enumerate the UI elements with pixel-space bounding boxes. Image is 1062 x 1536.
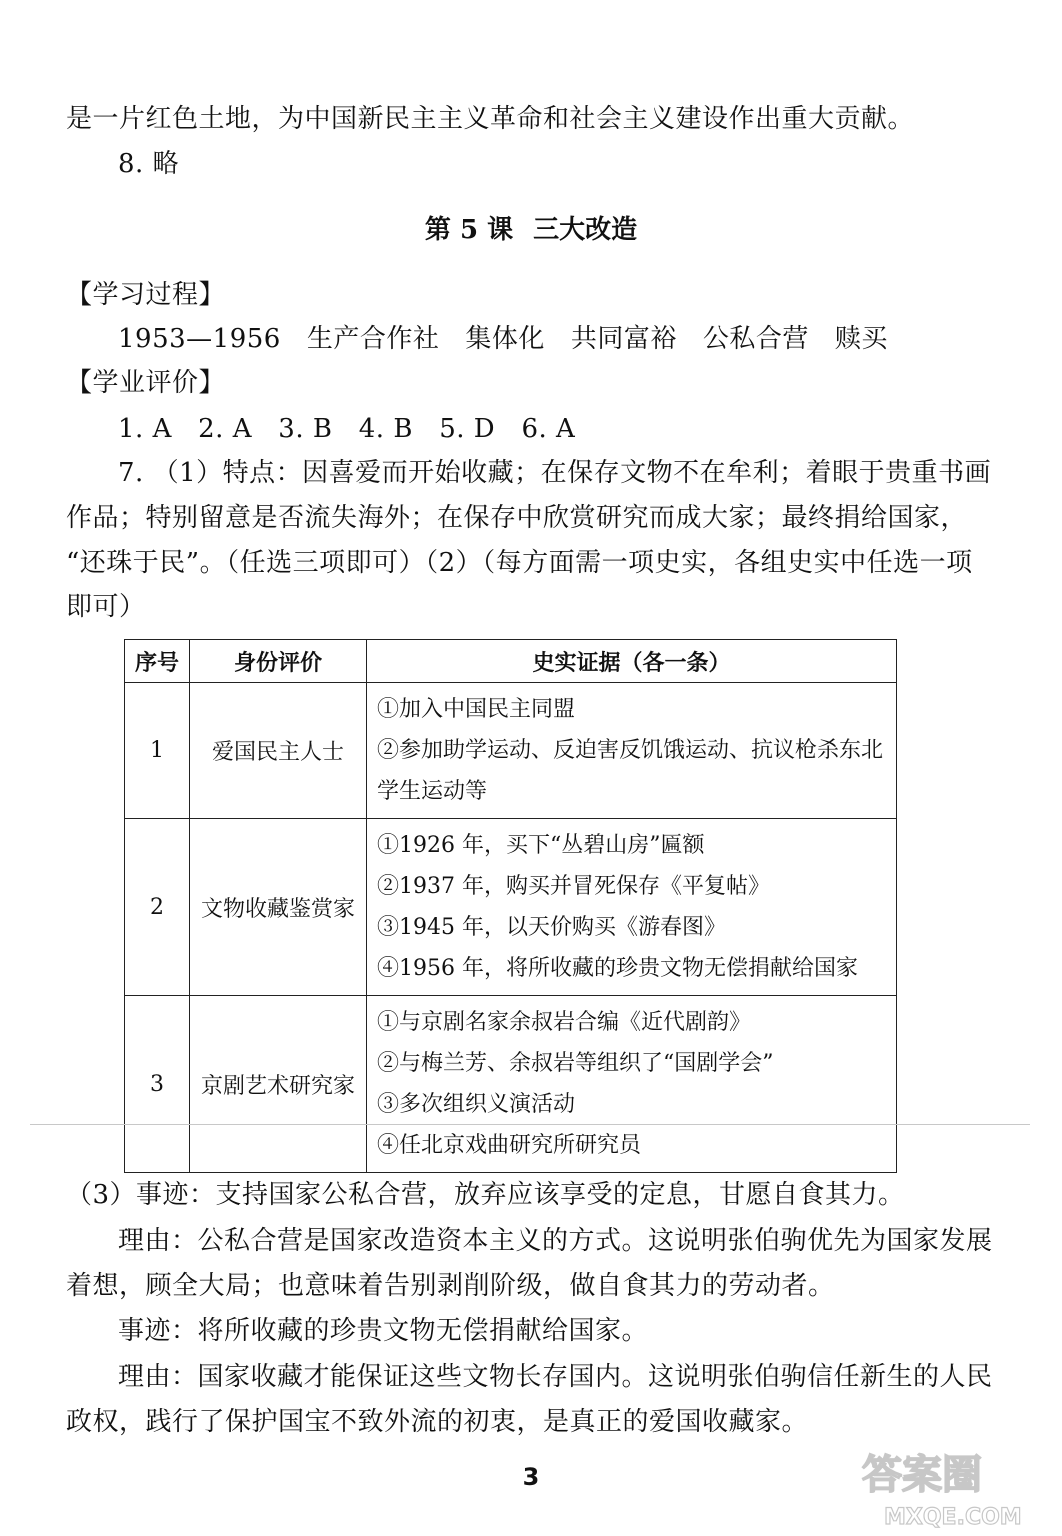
process-answer: 赎买 xyxy=(834,324,888,354)
intro-line-1: 是一片红色土地，为中国新民主主义革命和社会主义建设作出重大贡献。 xyxy=(66,104,915,134)
process-answers xyxy=(118,322,888,356)
table-row xyxy=(125,996,897,1173)
row-evidence xyxy=(367,996,897,1173)
process-answer: 生产合作社 xyxy=(306,324,440,354)
header-role: 身份评价 xyxy=(190,640,367,683)
evidence-item: ③1945 年，以天价购买《游春图》 xyxy=(377,915,726,940)
evidence-item: ①1926 年，买下“丛碧山房”匾额 xyxy=(377,833,705,858)
evaluation-header: 【学业评价】 xyxy=(66,368,226,398)
evidence-item: ④任北京戏曲研究所研究员 xyxy=(377,1133,642,1158)
header-evidence: 史实证据（各一条） xyxy=(367,640,897,683)
row-number: 1 xyxy=(125,683,190,819)
table-row xyxy=(125,683,897,819)
row-role: 京剧艺术研究家 xyxy=(190,996,367,1173)
q7-line-3: “还珠于民”。（任选三项即可）（2）（每方面需一项史实，各组史实中任选一项 xyxy=(66,548,973,578)
header-number: 序号 xyxy=(125,640,190,683)
row-evidence xyxy=(367,683,897,819)
evidence-item: ①加入中国民主同盟 xyxy=(377,697,576,722)
evidence-item: ④1956 年，将所收藏的珍贵文物无偿捐献给国家 xyxy=(377,956,858,981)
row-role: 爱国民主人士 xyxy=(190,683,367,819)
evidence-table xyxy=(124,639,897,1173)
part3-line-3: 着想，顾全大局；也意味着告别剥削阶级，做自食其力的劳动者。 xyxy=(66,1271,835,1301)
evidence-item: ③多次组织义演活动 xyxy=(377,1092,576,1117)
process-answer: 1953—1956 xyxy=(118,324,281,354)
process-answer: 集体化 xyxy=(465,324,545,354)
process-header: 【学习过程】 xyxy=(66,280,226,310)
lesson-name: 三大改造 xyxy=(533,215,638,245)
row-number: 2 xyxy=(125,819,190,996)
intro-line-2: 8. 略 xyxy=(118,149,180,179)
q7-line-2: 作品；特别留意是否流失海外；在保存中欣赏研究而成大家；最终捐给国家， xyxy=(66,503,968,533)
table-row xyxy=(125,819,897,996)
q7-line-4: 即可） xyxy=(66,592,146,622)
evidence-item: ②参加助学运动、反迫害反饥饿运动、抗议枪杀东北学生运动等 xyxy=(377,738,884,804)
part3-line-6: 政权，践行了保护国宝不致外流的初衷，是真正的爱国收藏家。 xyxy=(66,1407,809,1437)
lesson-number: 第 5 课 xyxy=(424,215,514,245)
evidence-item: ②1937 年，购买并冒死保存《平复帖》 xyxy=(377,874,770,899)
lesson-title xyxy=(0,212,1062,248)
row-role: 文物收藏鉴赏家 xyxy=(190,819,367,996)
watermark-title: 答案圈 xyxy=(862,1452,982,1498)
scan-divider-line xyxy=(30,1124,1030,1125)
evidence-item: ②与梅兰芳、余叔岩等组织了“国剧学会” xyxy=(377,1051,774,1076)
row-evidence xyxy=(367,819,897,996)
watermark-logo-icon xyxy=(854,1440,1044,1530)
mcq-answers: 1. A 2. A 3. B 4. B 5. D 6. A xyxy=(118,414,576,444)
table-header-row xyxy=(125,640,897,683)
part3-line-5: 理由：国家收藏才能保证这些文物长存国内。这说明张伯驹信任新生的人民 xyxy=(118,1362,993,1392)
row-number: 3 xyxy=(125,996,190,1173)
evidence-item: ①与京剧名家余叔岩合编《近代剧韵》 xyxy=(377,1010,752,1035)
page-number: 3 xyxy=(522,1463,540,1491)
process-answer: 共同富裕 xyxy=(570,324,677,354)
watermark-url: MXQE.COM xyxy=(884,1505,1022,1530)
q7-line-1: 7. （1）特点：因喜爱而开始收藏；在保存文物不在牟利；着眼于贵重书画 xyxy=(118,458,992,488)
part3-line-4: 事迹：将所收藏的珍贵文物无偿捐献给国家。 xyxy=(118,1316,649,1346)
part3-line-1: （3）事迹：支持国家公私合营，放弃应该享受的定息，甘愿自食其力。 xyxy=(66,1180,905,1210)
process-answer: 公私合营 xyxy=(702,324,809,354)
part3-line-2: 理由：公私合营是国家改造资本主义的方式。这说明张伯驹优先为国家发展 xyxy=(118,1226,993,1256)
